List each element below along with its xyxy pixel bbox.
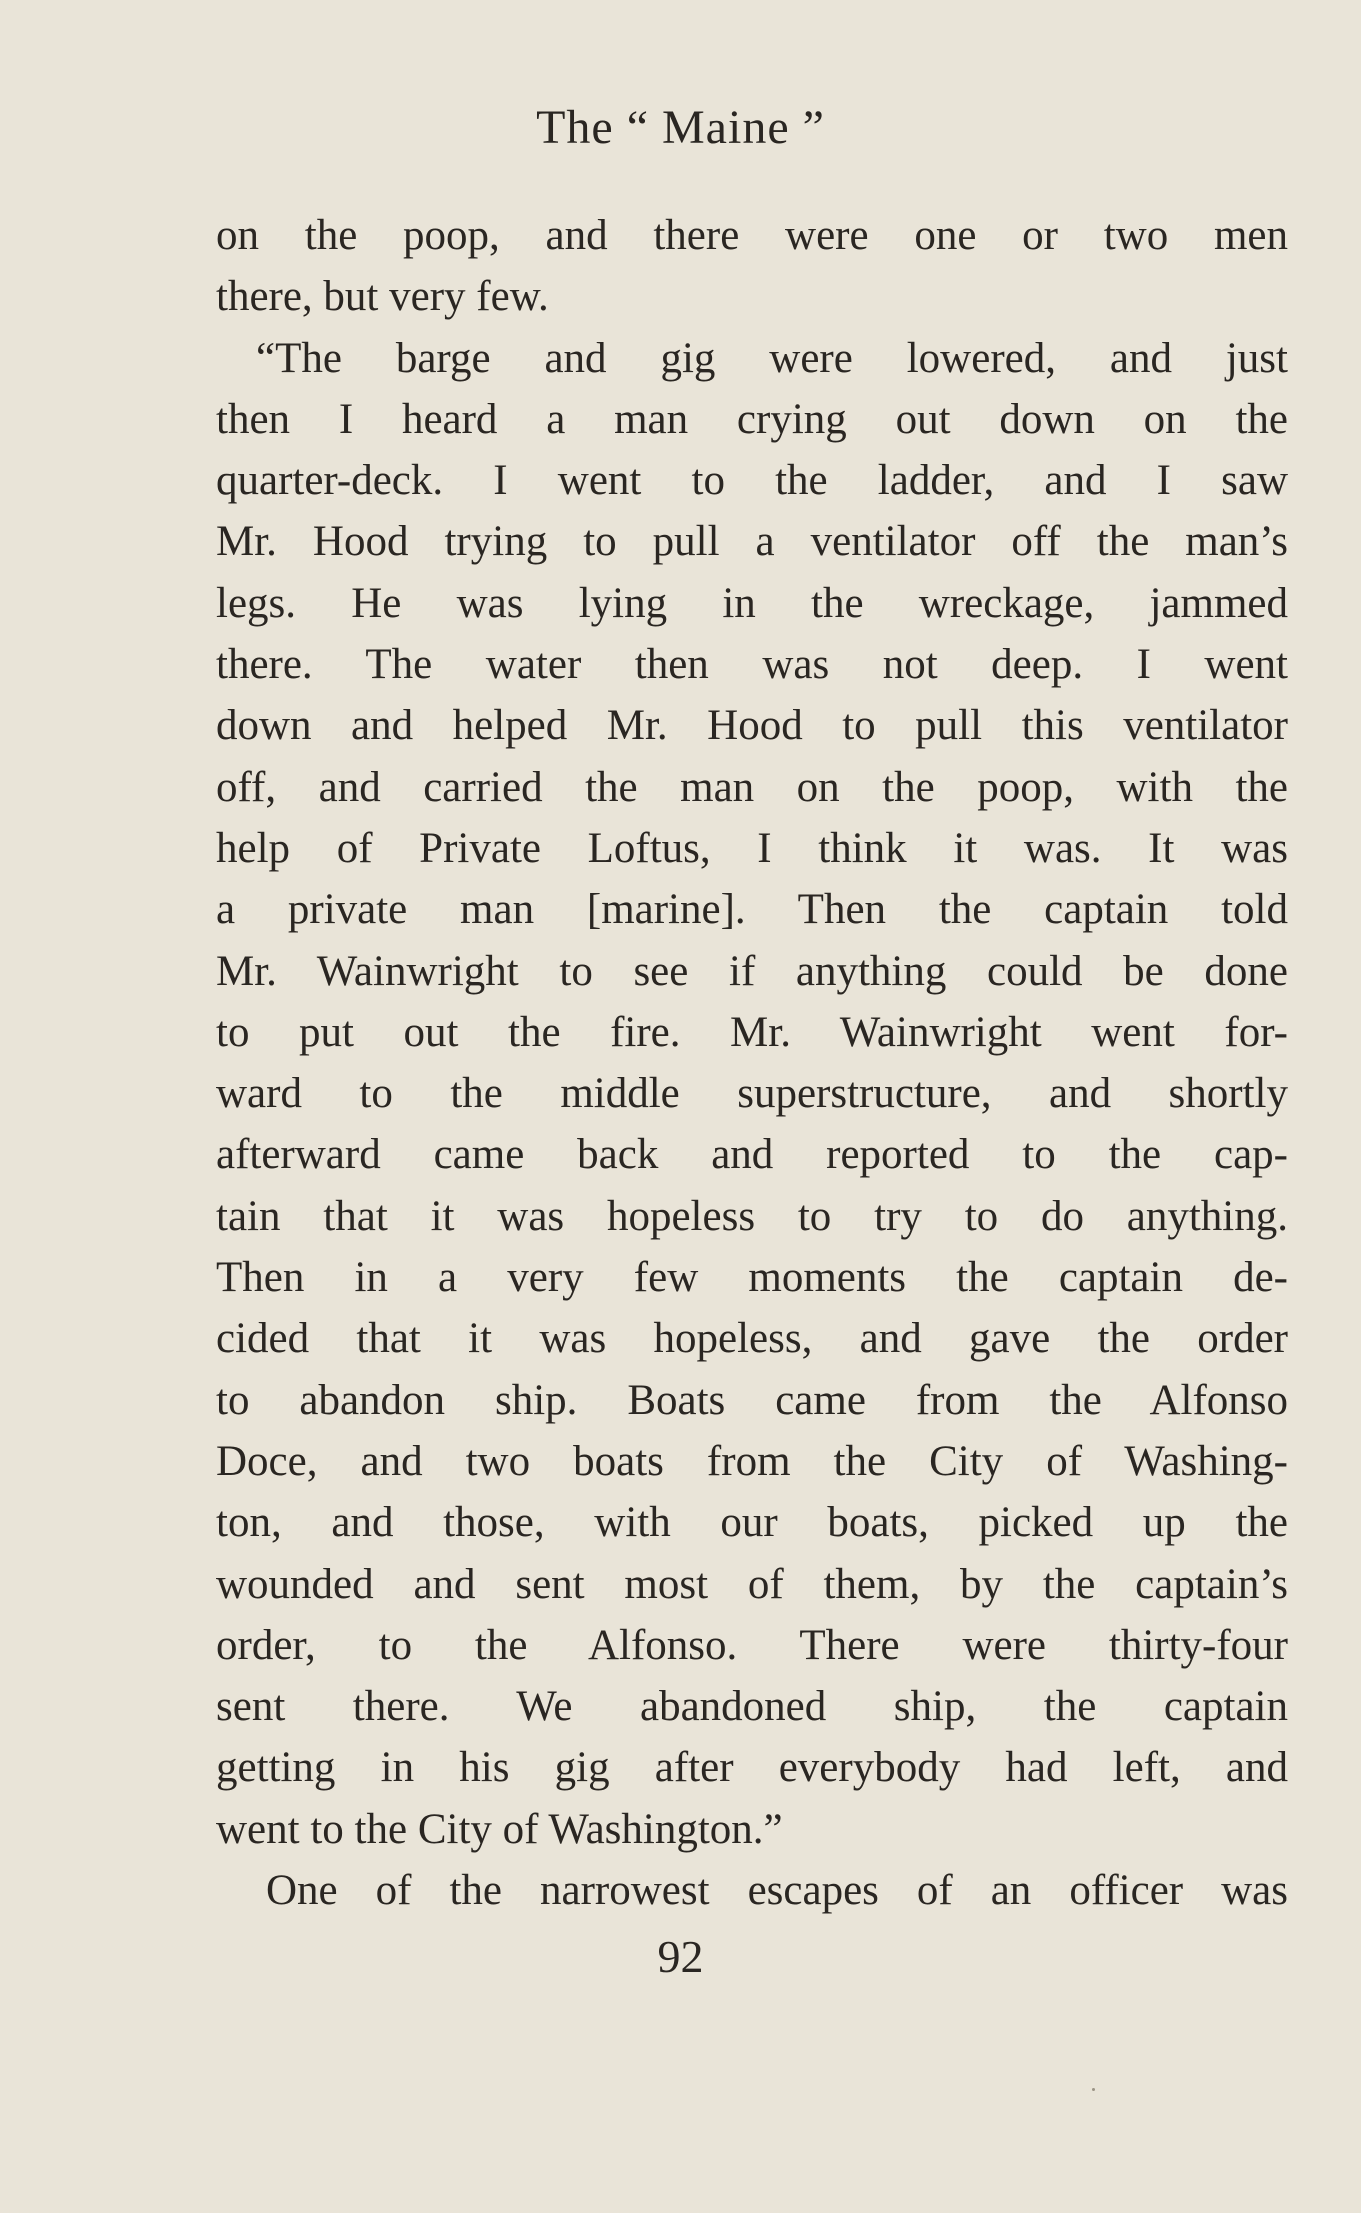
text-line: help of Private Loftus, I think it was. It was [216, 824, 1288, 872]
text-line: to abandon ship. Boats came from the Alfonso [216, 1376, 1288, 1424]
text-line: wounded and sent most of them, by the captain’s [216, 1560, 1288, 1608]
text-line: then I heard a man crying out down on the [216, 395, 1288, 443]
text-line: Mr. Hood trying to pull a ventilator off the man’s [216, 518, 1288, 566]
text-line: quarter-deck. I went to the ladder, and I saw [216, 457, 1288, 505]
text-line: getting in his gig after everybody had left, and [216, 1744, 1288, 1792]
text-line: order, to the Alfonso. There were thirty-four [216, 1621, 1288, 1669]
text-line: Mr. Wainwright to see if anything could be done [216, 947, 1288, 995]
text-line: Then in a very few moments the captain de- [216, 1254, 1288, 1302]
text-line: ton, and those, with our boats, picked up the [216, 1499, 1288, 1547]
text-line: One of the narrowest escapes of an officer was [266, 1867, 1288, 1915]
text-line: off, and carried the man on the poop, with the [216, 763, 1288, 811]
text-line: there. The water then was not deep. I went [216, 641, 1288, 689]
text-line: on the poop, and there were one or two men [216, 212, 1288, 259]
text-line: there, but very few. [216, 273, 549, 321]
text-line: afterward came back and reported to the cap- [216, 1131, 1288, 1179]
text-line: a private man [marine]. Then the captain told [216, 886, 1288, 934]
body-text [216, 205, 1288, 1921]
running-head: The “ Maine ” [536, 101, 825, 154]
text-line: ward to the middle superstructure, and shortly [216, 1070, 1288, 1118]
text-line: tain that it was hopeless to try to do anything. [216, 1192, 1288, 1240]
text-line: “The barge and gig were lowered, and just [256, 334, 1288, 382]
text-line: sent there. We abandoned ship, the captain [216, 1683, 1288, 1731]
text-line: Doce, and two boats from the City of Washing- [216, 1437, 1288, 1485]
paper-speck [1092, 2088, 1095, 2091]
text-line: down and helped Mr. Hood to pull this ventilator [216, 702, 1288, 750]
text-line: to put out the fire. Mr. Wainwright went for- [216, 1008, 1288, 1056]
text-line: went to the City of Washington.” [216, 1805, 783, 1853]
text-line: legs. He was lying in the wreckage, jammed [216, 579, 1288, 627]
text-line: cided that it was hopeless, and gave the order [216, 1315, 1288, 1363]
page-number: 92 [657, 1931, 704, 1982]
